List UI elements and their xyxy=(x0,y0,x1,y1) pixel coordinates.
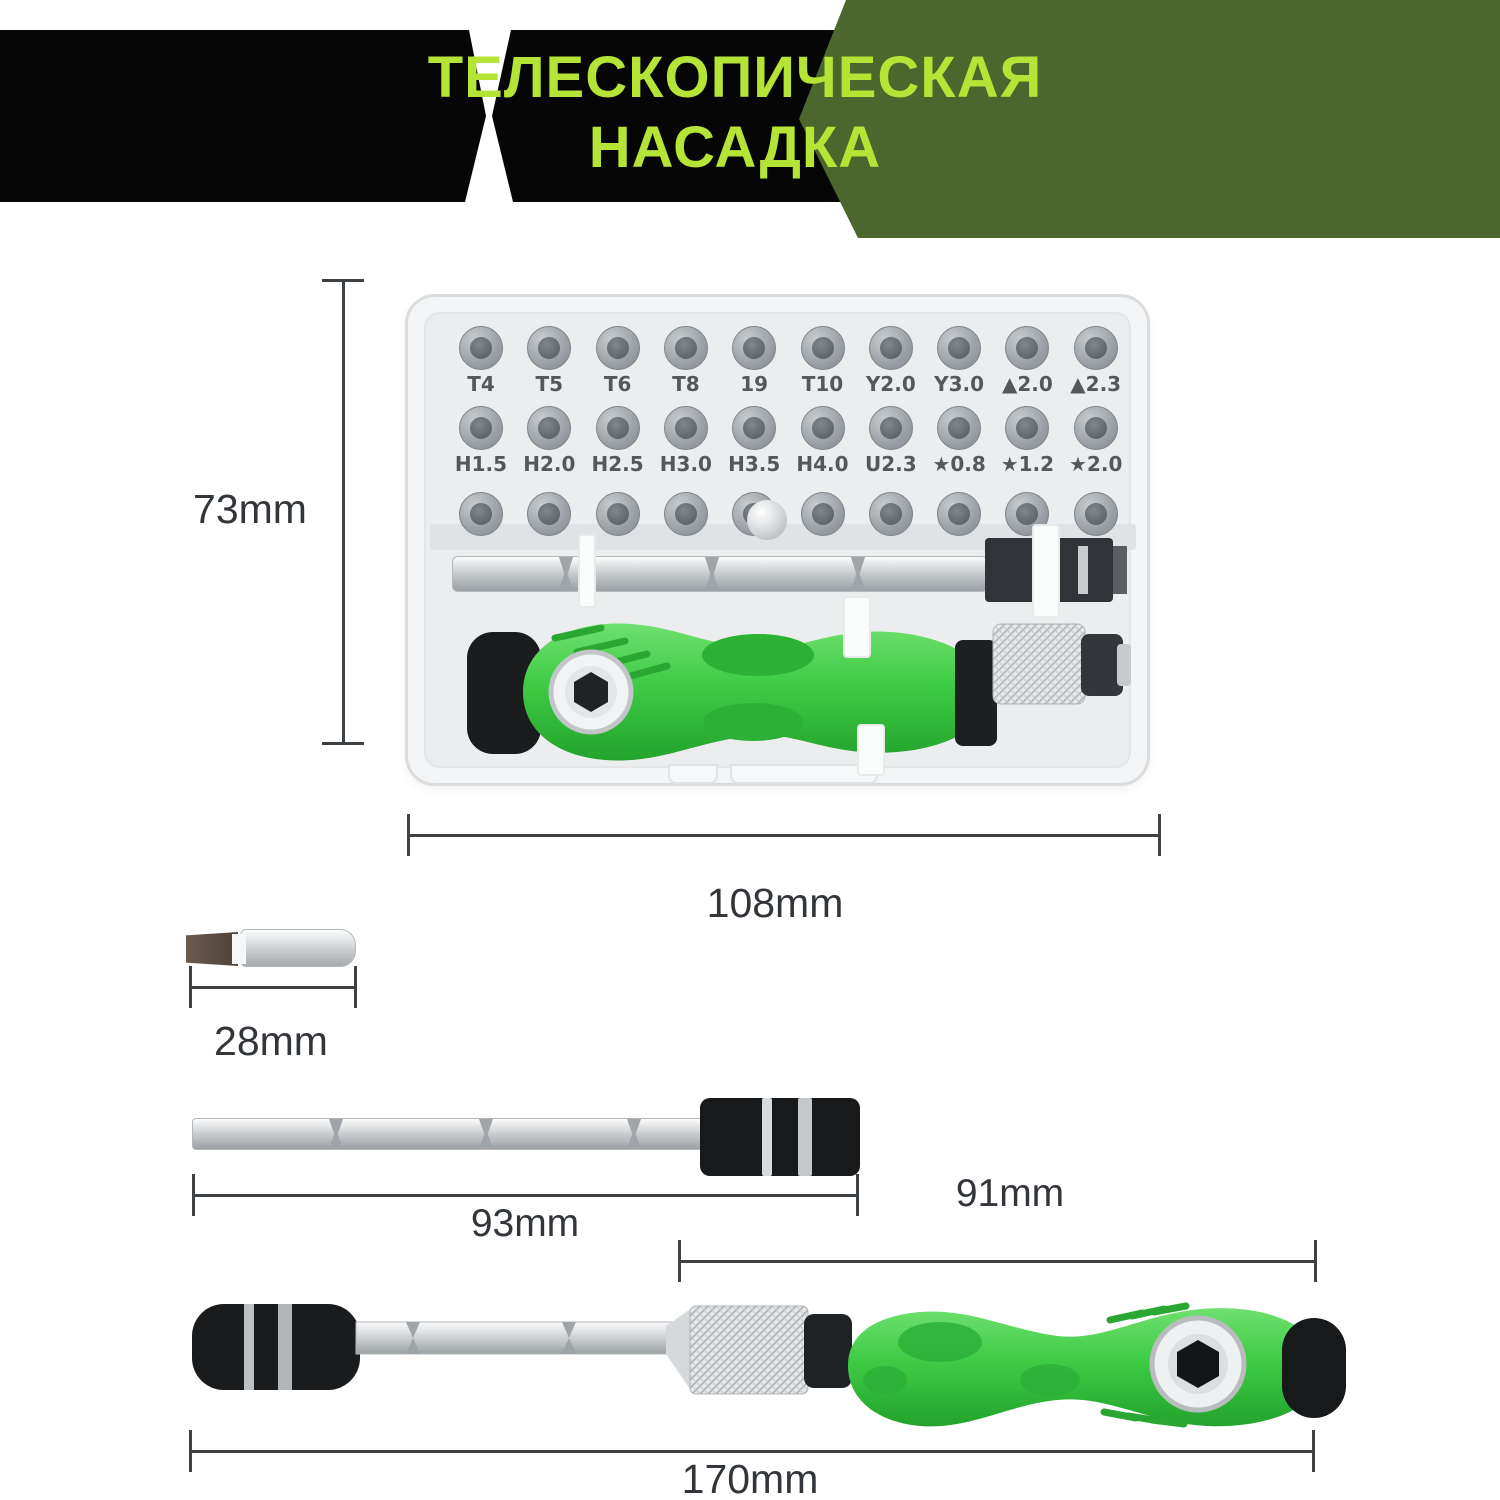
handle-dimple xyxy=(863,1366,907,1394)
bit-label-0-0: T4 xyxy=(467,372,495,396)
dim-cap xyxy=(354,966,357,1008)
bit-0-0 xyxy=(459,326,503,370)
banner-title-line1: ТЕЛЕСКОПИЧЕСКАЯ xyxy=(427,45,1043,110)
bit-2-2 xyxy=(596,492,640,536)
bit-label-1-8: ★1.2 xyxy=(1000,452,1055,476)
bit-1-7 xyxy=(937,406,981,450)
rod-groove xyxy=(851,557,865,591)
knurled-chuck xyxy=(690,1306,808,1394)
bit-holder-slot xyxy=(1078,546,1088,594)
flat-bit-shaft xyxy=(240,929,356,967)
collar-stripe xyxy=(798,1098,812,1176)
bit-0-1 xyxy=(527,326,571,370)
bit-label-0-3: T8 xyxy=(672,372,700,396)
tray-clip xyxy=(843,596,871,658)
bit-1-4 xyxy=(732,406,776,450)
dim-cap xyxy=(322,742,364,745)
dim-cap xyxy=(1158,814,1161,856)
bit-0-9 xyxy=(1074,326,1118,370)
rod-groove xyxy=(559,557,573,591)
bit-label-0-1: T5 xyxy=(535,372,564,396)
banner-title xyxy=(390,46,1080,180)
handle-dimple xyxy=(898,1322,982,1362)
bit-1-6 xyxy=(869,406,913,450)
steel-ball xyxy=(747,500,787,540)
dim-cap xyxy=(189,966,192,1008)
bit-label-1-0: H1.5 xyxy=(454,452,508,476)
bit-1-5 xyxy=(801,406,845,450)
bit-2-6 xyxy=(869,492,913,536)
bit-label-1-3: H3.0 xyxy=(659,452,712,476)
shaft xyxy=(356,1322,686,1354)
dim-label-bit-length: 28mm xyxy=(214,1018,328,1064)
dim-label-handle-length: 91mm xyxy=(955,1172,1065,1215)
bit-0-4 xyxy=(732,326,776,370)
bit-1-1 xyxy=(527,406,571,450)
bit-label-1-9: ★2.0 xyxy=(1069,452,1123,476)
dim-cap xyxy=(407,814,410,856)
case-screwdriver-illustration xyxy=(455,598,1165,776)
bit-label-0-4: 19 xyxy=(740,372,769,396)
bit-label-1-4: H3.5 xyxy=(728,452,781,476)
bit-0-2 xyxy=(596,326,640,370)
bit-1-2 xyxy=(596,406,640,450)
bit-label-0-6: Y2.0 xyxy=(865,372,916,396)
bit-label-1-6: U2.3 xyxy=(864,452,917,476)
dim-cap xyxy=(189,1430,192,1472)
case-extension-rod xyxy=(452,556,988,592)
extension-rod-shaft xyxy=(192,1118,708,1150)
dim-cap xyxy=(856,1174,859,1216)
bit-2-9 xyxy=(1074,492,1118,536)
extension-rod-collar xyxy=(700,1098,860,1176)
dim-line-case-width xyxy=(408,834,1160,837)
bit-label-1-1: H2.0 xyxy=(523,452,576,476)
tray-clip xyxy=(857,724,885,776)
assembled-screwdriver-illustration xyxy=(180,1282,1360,1454)
rod-groove xyxy=(329,1119,343,1149)
bit-1-9 xyxy=(1074,406,1118,450)
bit-label-1-5: H4.0 xyxy=(796,452,849,476)
bit-holder-extension xyxy=(1113,546,1127,594)
collar-stripe xyxy=(278,1304,292,1390)
dim-cap xyxy=(322,279,364,282)
bit-label-0-2: T6 xyxy=(603,372,632,396)
handle-end-cap xyxy=(1282,1318,1346,1418)
bit-label-1-7: ★0.8 xyxy=(932,452,986,476)
collar-stripe xyxy=(762,1098,772,1176)
dim-label-case-height: 73mm xyxy=(193,486,307,532)
chuck-black xyxy=(1081,634,1123,696)
banner-title-line2: НАСАДКА xyxy=(588,115,882,180)
chuck-cone xyxy=(666,1308,692,1392)
handle-thumb-hole-bottom xyxy=(703,703,803,741)
bit-1-0 xyxy=(459,406,503,450)
flat-bit-notch xyxy=(232,934,246,964)
bit-label-0-8: ▲2.0 xyxy=(1001,372,1053,396)
dim-cap xyxy=(1314,1240,1317,1282)
dim-line-handle-length xyxy=(679,1260,1316,1263)
bit-0-5 xyxy=(801,326,845,370)
bit-label-0-7: Y3.0 xyxy=(934,372,985,396)
handle-dimple xyxy=(1020,1364,1080,1396)
bit-0-3 xyxy=(664,326,708,370)
knurled-collar xyxy=(993,624,1085,704)
bit-label-1-2: H2.5 xyxy=(591,452,644,476)
bit-2-3 xyxy=(664,492,708,536)
flat-bit-tip xyxy=(186,932,238,966)
handle-neck-ring xyxy=(955,640,997,746)
rod-groove xyxy=(479,1119,493,1149)
bit-0-6 xyxy=(869,326,913,370)
rod-collar-black xyxy=(192,1304,360,1390)
tray-clip xyxy=(578,534,596,608)
bit-1-3 xyxy=(664,406,708,450)
dim-line-rod-length xyxy=(193,1194,858,1197)
bit-0-7 xyxy=(937,326,981,370)
dim-label-rod-length: 93mm xyxy=(470,1202,580,1245)
rod-groove xyxy=(627,1119,641,1149)
bit-2-7 xyxy=(937,492,981,536)
bit-label-0-5: T10 xyxy=(801,372,844,396)
collar-stripe xyxy=(244,1304,254,1390)
dim-line-total-length xyxy=(190,1450,1314,1453)
dim-line-bit-length xyxy=(190,986,356,989)
tray-clip xyxy=(1032,524,1060,618)
dim-line-case-height xyxy=(342,280,345,744)
dim-cap xyxy=(192,1174,195,1216)
bit-2-0 xyxy=(459,492,503,536)
chuck-tip xyxy=(1117,644,1131,686)
handle-thumb-hole-top xyxy=(702,634,814,676)
rod-groove xyxy=(705,557,719,591)
dim-label-total-length: 170mm xyxy=(681,1456,819,1500)
chuck-black-ring xyxy=(804,1314,852,1388)
bit-2-1 xyxy=(527,492,571,536)
bit-label-0-9: ▲2.3 xyxy=(1070,372,1122,396)
dim-label-case-width: 108mm xyxy=(706,880,844,926)
bit-2-5 xyxy=(801,492,845,536)
dim-cap xyxy=(1312,1430,1315,1472)
dim-cap xyxy=(678,1240,681,1282)
